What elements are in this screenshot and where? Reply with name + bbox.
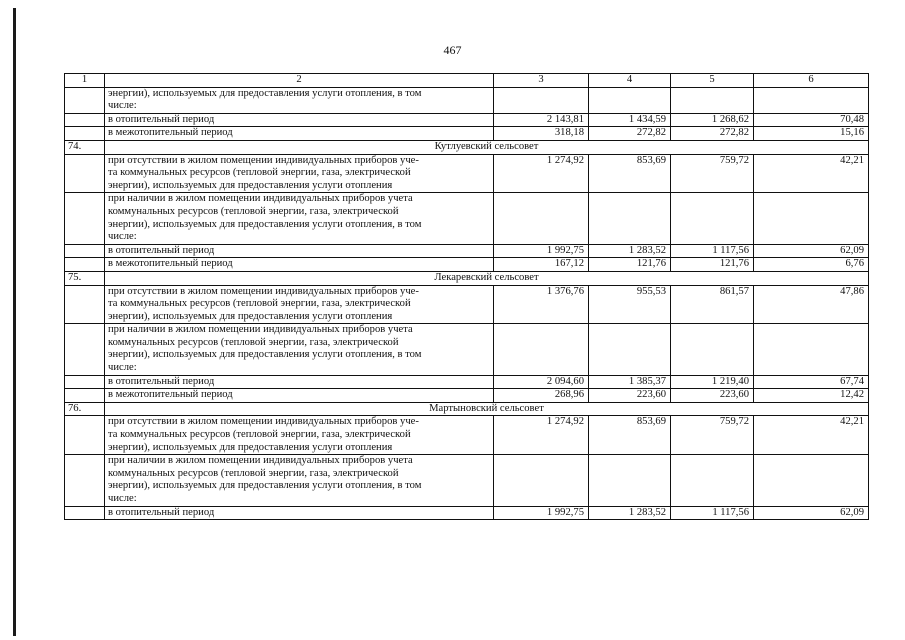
description-line: энергии), используемых для предоставления услуги отопления	[108, 179, 393, 191]
description-cell	[105, 154, 494, 193]
value-cell	[754, 87, 869, 113]
table-row	[65, 193, 869, 244]
value-cell: 861,57	[671, 285, 754, 324]
value-cell: 1 385,37	[589, 375, 671, 389]
description-cell	[105, 324, 494, 375]
description-line: числе:	[108, 100, 137, 112]
description-cell	[105, 127, 494, 141]
value-cell: 759,72	[671, 416, 754, 455]
header-cell: 4	[589, 74, 671, 88]
row-number-cell	[65, 389, 105, 403]
section-title: Лекаревский сельсовет	[105, 271, 869, 285]
value-cell	[494, 455, 589, 506]
description-line: коммунальных ресурсов (тепловой энергии, газа, электрической	[108, 467, 399, 479]
row-number-cell	[65, 154, 105, 193]
description-cell	[105, 389, 494, 403]
value-cell: 1 283,52	[589, 244, 671, 258]
row-number-cell	[65, 258, 105, 272]
table-row	[65, 375, 869, 389]
description-line: энергии), используемых для предоставления услуги отопления, в том	[108, 480, 422, 492]
value-cell: 47,86	[754, 285, 869, 324]
value-cell	[494, 324, 589, 375]
value-cell: 223,60	[589, 389, 671, 403]
value-cell	[589, 455, 671, 506]
row-number-cell	[65, 127, 105, 141]
value-cell: 42,21	[754, 416, 869, 455]
value-cell: 268,96	[494, 389, 589, 403]
value-cell	[671, 193, 754, 244]
scan-edge-line	[13, 8, 16, 636]
value-cell	[754, 193, 869, 244]
description-cell	[105, 455, 494, 506]
section-row	[65, 140, 869, 154]
value-cell: 62,09	[754, 506, 869, 520]
value-cell	[671, 87, 754, 113]
table-row	[65, 455, 869, 506]
value-cell: 853,69	[589, 154, 671, 193]
description-line: энергии), используемых для предоставления услуги отопления	[108, 441, 393, 453]
row-number-cell: 75.	[65, 271, 105, 285]
tariff-table	[64, 73, 869, 520]
value-cell	[754, 324, 869, 375]
value-cell: 12,42	[754, 389, 869, 403]
row-number-cell	[65, 416, 105, 455]
value-cell	[754, 455, 869, 506]
value-cell: 272,82	[671, 127, 754, 141]
value-cell	[671, 324, 754, 375]
description-line: при наличии в жилом помещении индивидуальных приборов учета	[108, 455, 413, 467]
value-cell: 1 117,56	[671, 506, 754, 520]
row-number-cell	[65, 244, 105, 258]
description-line: при отсутствии в жилом помещении индивидуальных приборов уче-	[108, 416, 419, 428]
row-number-cell	[65, 375, 105, 389]
section-title: Кутлуевский сельсовет	[105, 140, 869, 154]
table-row	[65, 389, 869, 403]
row-number-cell: 76.	[65, 402, 105, 416]
row-number-cell	[65, 506, 105, 520]
value-cell: 15,16	[754, 127, 869, 141]
description-cell	[105, 285, 494, 324]
value-cell: 223,60	[671, 389, 754, 403]
value-cell: 1 376,76	[494, 285, 589, 324]
value-cell: 42,21	[754, 154, 869, 193]
description-line: та коммунальных ресурсов (тепловой энергии, газа, электрической	[108, 429, 411, 441]
description-line: числе:	[108, 231, 137, 243]
row-number-cell	[65, 193, 105, 244]
table-row	[65, 154, 869, 193]
value-cell: 1 283,52	[589, 506, 671, 520]
value-cell: 318,18	[494, 127, 589, 141]
value-cell: 1 117,56	[671, 244, 754, 258]
value-cell	[494, 193, 589, 244]
value-cell: 1 992,75	[494, 506, 589, 520]
description-line: в отопительный период	[108, 113, 215, 125]
value-cell	[671, 455, 754, 506]
description-line: в отопительный период	[108, 244, 215, 256]
section-title: Мартыновский сельсовет	[105, 402, 869, 416]
description-line: энергии), используемых для предоставления услуги отопления	[108, 310, 393, 322]
value-cell: 2 094,60	[494, 375, 589, 389]
header-cell: 1	[65, 74, 105, 88]
description-cell	[105, 416, 494, 455]
description-line: при отсутствии в жилом помещении индивидуальных приборов уче-	[108, 285, 419, 297]
value-cell: 853,69	[589, 416, 671, 455]
table-row	[65, 244, 869, 258]
table-row	[65, 324, 869, 375]
value-cell: 272,82	[589, 127, 671, 141]
table-header-row	[65, 74, 869, 88]
description-line: коммунальных ресурсов (тепловой энергии, газа, электрической	[108, 205, 399, 217]
description-cell	[105, 375, 494, 389]
description-line: коммунальных ресурсов (тепловой энергии, газа, электрической	[108, 336, 399, 348]
description-line: в отопительный период	[108, 375, 215, 387]
description-line: числе:	[108, 493, 137, 504]
row-number-cell	[65, 113, 105, 127]
description-line: энергии), используемых для предоставления услуги отопления, в том	[108, 349, 422, 361]
row-number-cell	[65, 324, 105, 375]
value-cell: 1 274,92	[494, 154, 589, 193]
value-cell: 1 268,62	[671, 113, 754, 127]
tariff-table-body	[65, 74, 869, 520]
value-cell: 70,48	[754, 113, 869, 127]
description-line: в отопительный период	[108, 506, 215, 518]
header-cell: 3	[494, 74, 589, 88]
section-row	[65, 402, 869, 416]
table-row	[65, 506, 869, 520]
value-cell: 2 143,81	[494, 113, 589, 127]
table-row	[65, 127, 869, 141]
description-line: числе:	[108, 362, 137, 374]
header-cell: 6	[754, 74, 869, 88]
description-line: энергии), используемых для предоставления услуги отопления, в том	[108, 218, 422, 230]
header-cell: 2	[105, 74, 494, 88]
description-line: в межотопительный период	[108, 389, 233, 401]
section-row	[65, 271, 869, 285]
description-cell	[105, 87, 494, 113]
table-row	[65, 113, 869, 127]
description-line: та коммунальных ресурсов (тепловой энергии, газа, электрической	[108, 167, 411, 179]
value-cell: 1 219,40	[671, 375, 754, 389]
table-row	[65, 258, 869, 272]
description-cell	[105, 258, 494, 272]
description-cell	[105, 193, 494, 244]
value-cell: 167,12	[494, 258, 589, 272]
description-line: при наличии в жилом помещении индивидуальных приборов учета	[108, 324, 413, 336]
description-line: в межотопительный период	[108, 127, 233, 139]
table-row	[65, 87, 869, 113]
value-cell	[589, 324, 671, 375]
row-number-cell	[65, 87, 105, 113]
description-line: та коммунальных ресурсов (тепловой энергии, газа, электрической	[108, 298, 411, 310]
value-cell	[589, 193, 671, 244]
description-cell	[105, 506, 494, 520]
table-row	[65, 416, 869, 455]
value-cell: 1 274,92	[494, 416, 589, 455]
value-cell: 121,76	[671, 258, 754, 272]
row-number-cell	[65, 285, 105, 324]
description-cell	[105, 244, 494, 258]
description-line: энергии), используемых для предоставления услуги отопления, в том	[108, 87, 422, 99]
description-cell	[105, 113, 494, 127]
table-row	[65, 285, 869, 324]
row-number-cell	[65, 455, 105, 506]
value-cell: 121,76	[589, 258, 671, 272]
value-cell: 62,09	[754, 244, 869, 258]
value-cell	[494, 87, 589, 113]
value-cell: 759,72	[671, 154, 754, 193]
description-line: в межотопительный период	[108, 258, 233, 270]
page-number: 467	[443, 43, 462, 57]
row-number-cell: 74.	[65, 140, 105, 154]
header-cell: 5	[671, 74, 754, 88]
value-cell: 1 992,75	[494, 244, 589, 258]
value-cell	[589, 87, 671, 113]
value-cell: 1 434,59	[589, 113, 671, 127]
value-cell: 67,74	[754, 375, 869, 389]
description-line: при отсутствии в жилом помещении индивидуальных приборов уче-	[108, 154, 419, 166]
description-line: при наличии в жилом помещении индивидуальных приборов учета	[108, 193, 413, 205]
value-cell: 955,53	[589, 285, 671, 324]
value-cell: 6,76	[754, 258, 869, 272]
